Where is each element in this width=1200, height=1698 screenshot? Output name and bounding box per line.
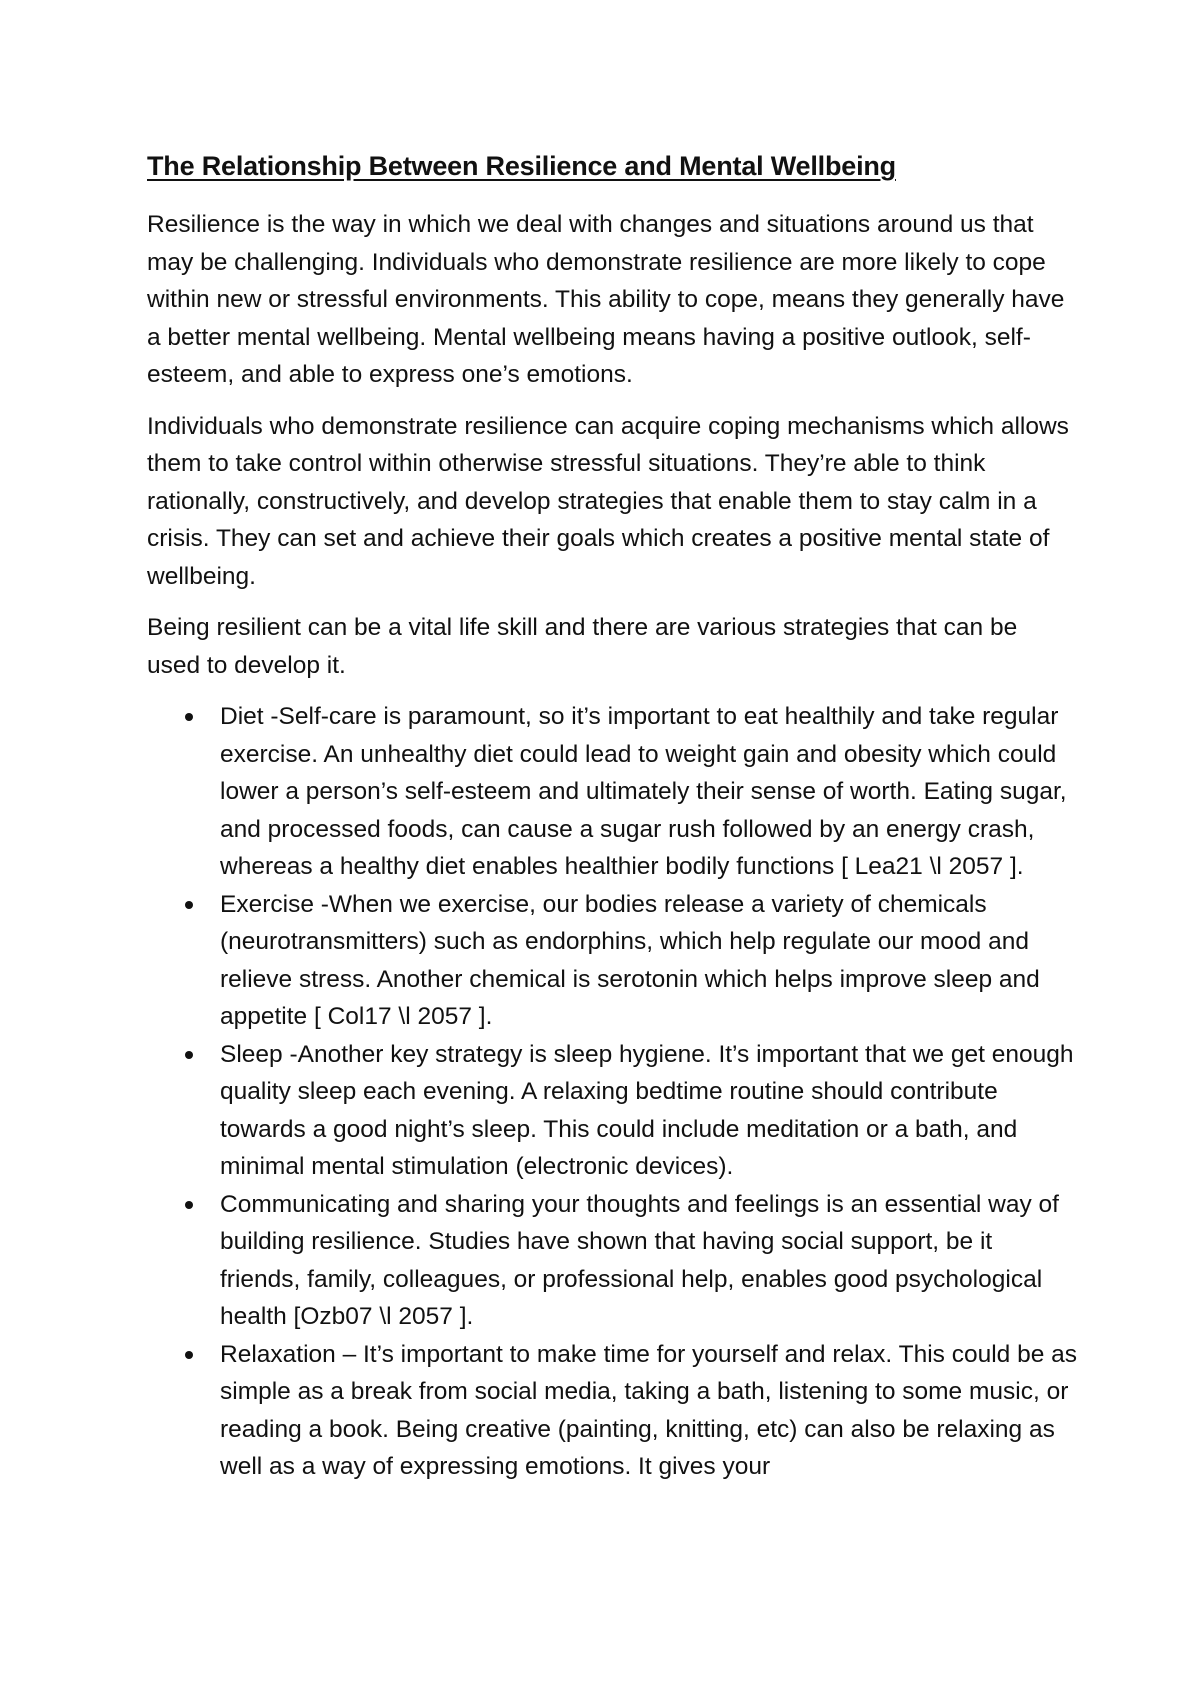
list-item-text: Sleep -Another key strategy is sleep hygiene. It’s important that we get enough quality sleep each evening. A relaxing bedtime routine should contribute towards a good night’s sleep. This could include meditation or a bath, and minimal mental stimulation (electronic devices). <box>220 1040 1074 1181</box>
paragraph-intro: Resilience is the way in which we deal with changes and situations around us that may be challenging. Individuals who demonstrate resilience are more likely to cope within new or stressful environments. This ability to cope, means they generally have a better mental wellbeing. Mental wellbeing means having a positive outlook, self-esteem, and able to express one’s emotions. <box>147 211 1065 389</box>
list-item-relaxation <box>147 1336 1077 1486</box>
bullet-icon <box>185 1201 193 1209</box>
list-item-diet <box>147 698 1077 886</box>
bullet-icon <box>185 901 193 909</box>
list-item-text: Diet -Self-care is paramount, so it’s important to eat healthily and take regular exercise. An unhealthy diet could lead to weight gain and obesity which could lower a person’s self-esteem and ultimately their sense of worth. Eating sugar, and processed foods, can cause a sugar rush followed by an energy crash, whereas a healthy diet enables healthier bodily functions [ Lea21 \l 2057 ]. <box>220 703 1067 881</box>
bullet-icon <box>185 1051 193 1059</box>
paragraph-strategies: Being resilient can be a vital life skill and there are various strategies that can be used to develop it. <box>147 614 1018 679</box>
strategy-list <box>147 698 1077 1486</box>
list-item-sleep <box>147 1036 1077 1186</box>
list-item-text: Communicating and sharing your thoughts and feelings is an essential way of building resilience. Studies have shown that having social support, be it friends, family, colleagues, or professional help, enables good psychological health [Ozb07 \l 2057 ]. <box>220 1190 1059 1331</box>
bullet-icon <box>185 713 193 721</box>
list-item-text: Exercise -When we exercise, our bodies release a variety of chemicals (neurotransmitters) such as endorphins, which help regulate our mood and relieve stress. Another chemical is serotonin which helps improve sleep and appetite [ Col17 \l 2057 ]. <box>220 890 1040 1031</box>
list-item-communicating <box>147 1186 1077 1336</box>
list-item-text: Relaxation – It’s important to make time for yourself and relax. This could be as simple as a break from social media, taking a bath, listening to some music, or reading a book. Being creative (painting, knitting, etc) can also be relaxing as well as a way of expressing emotions. It gives your <box>220 1340 1078 1481</box>
bullet-icon <box>185 1351 193 1359</box>
paragraph-coping: Individuals who demonstrate resilience can acquire coping mechanisms which allows them to take control within otherwise stressful situations. They’re able to think rationally, constructively, and develop strategies that enable them to stay calm in a crisis. They can set and achieve their goals which creates a positive mental state of wellbeing. <box>147 412 1069 590</box>
document-body <box>147 150 1077 1486</box>
document-title: The Relationship Between Resilience and Mental Wellbeing <box>147 151 896 181</box>
list-item-exercise <box>147 886 1077 1036</box>
